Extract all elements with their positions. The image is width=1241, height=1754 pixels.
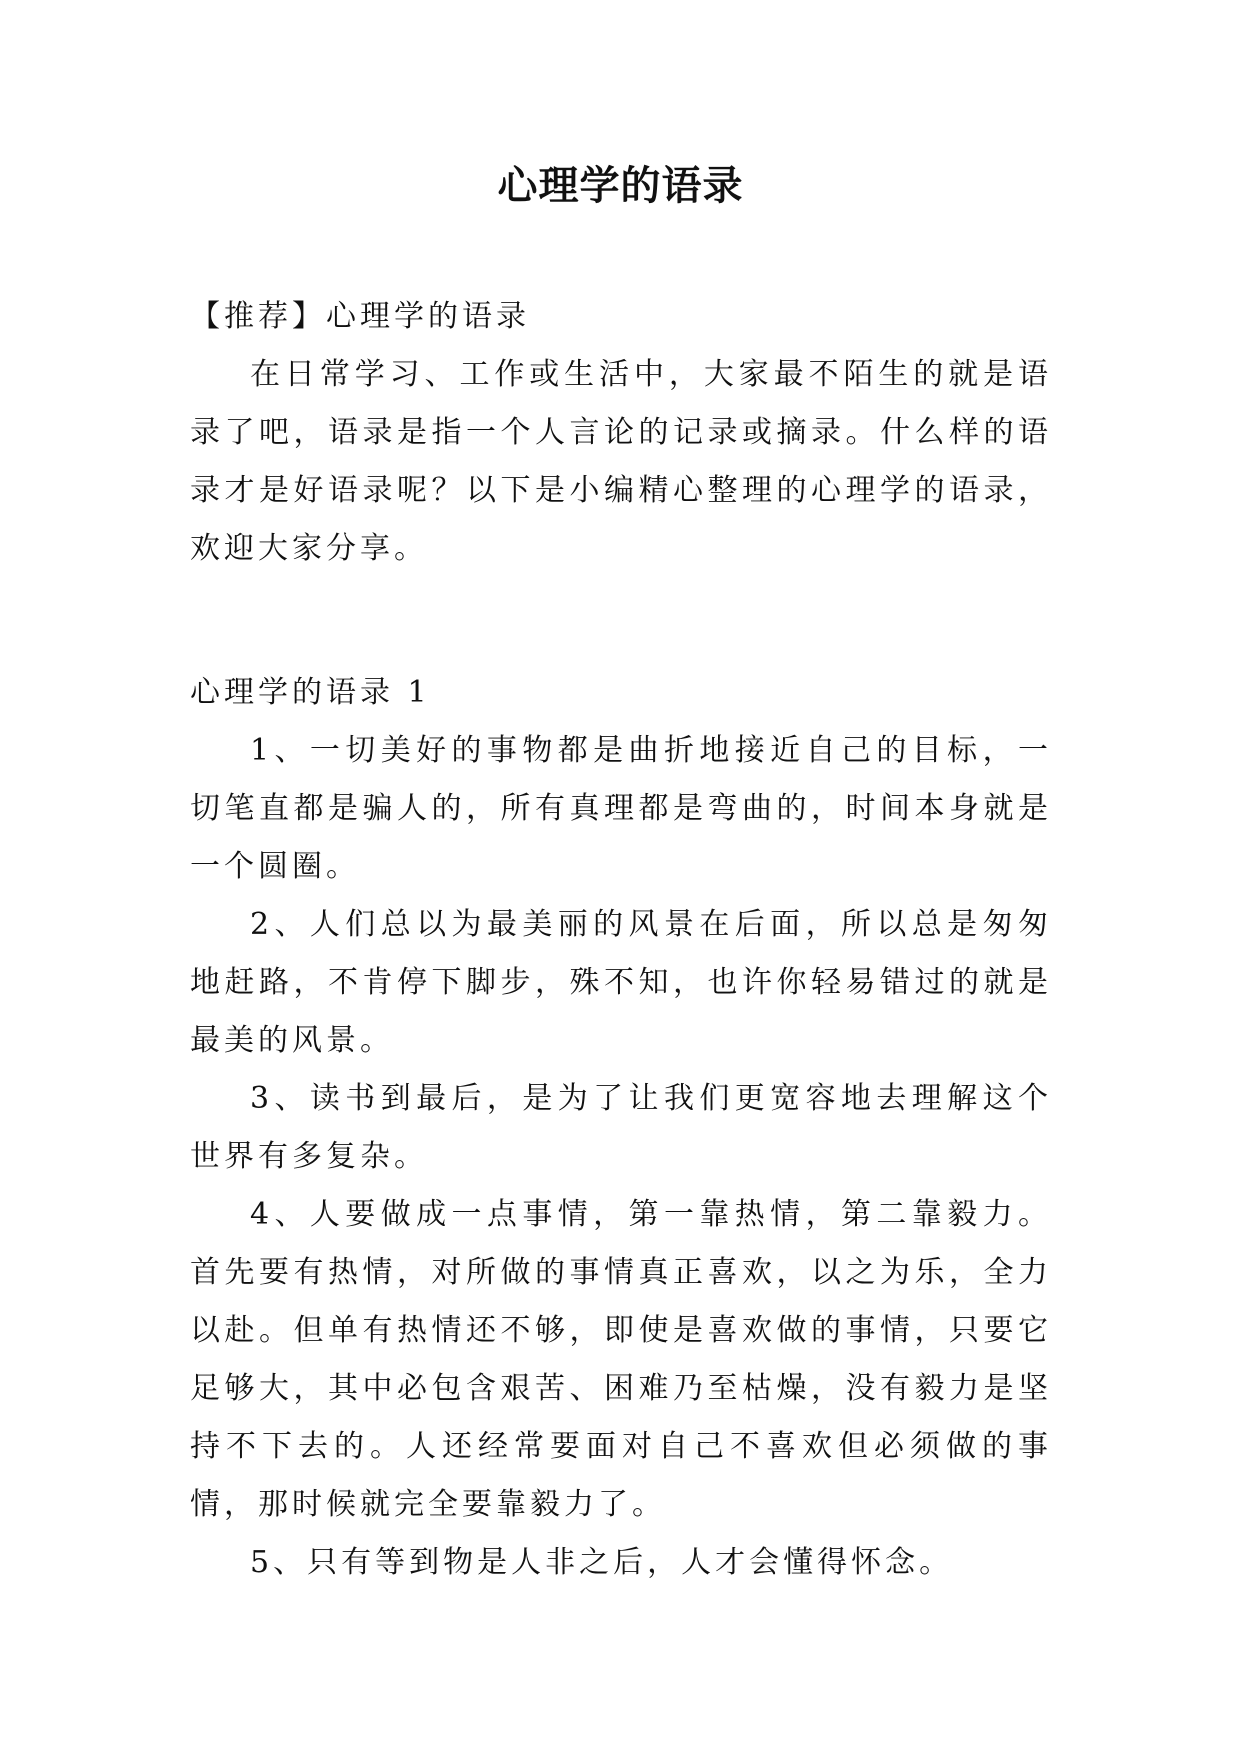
quote-paragraph-4: 4、人要做成一点事情，第一靠热情，第二靠毅力。首先要有热情，对所做的事情真正喜欢，以之为乐，全力以赴。但单有热情还不够，即使是喜欢做的事情，只要它足够大，其中必包含艰苦、困难乃至枯燥，没有毅力是坚持不下去的。人还经常要面对自己不喜欢但必须做的事情，那时候就完全要靠毅力了。	[190, 1197, 1052, 1522]
section-spacer	[190, 578, 1052, 664]
quote-paragraph-2: 2、人们总以为最美丽的风景在后面，所以总是匆匆地赶路，不肯停下脚步，殊不知，也许你轻易错过的就是最美的风景。	[190, 907, 1052, 1058]
quote-paragraph-5: 5、只有等到物是人非之后，人才会懂得怀念。	[250, 1545, 954, 1580]
recommend-line: 【推荐】心理学的语录	[190, 299, 530, 334]
document-title: 心理学的语录	[497, 162, 744, 209]
quote-paragraph-1: 1、一切美好的事物都是曲折地接近自己的目标，一切笔直都是骗人的，所有真理都是弯曲的，时间本身就是一个圆圈。	[190, 733, 1052, 884]
quote-paragraph-3: 3、读书到最后，是为了让我们更宽容地去理解这个世界有多复杂。	[190, 1081, 1052, 1174]
intro-paragraph: 在日常学习、工作或生活中，大家最不陌生的就是语录了吧，语录是指一个人言论的记录或摘录。什么样的语录才是好语录呢？以下是小编精心整理的心理学的语录，欢迎大家分享。	[190, 357, 1052, 566]
document-body	[190, 288, 1052, 1592]
section-heading: 心理学的语录 1	[190, 675, 431, 710]
